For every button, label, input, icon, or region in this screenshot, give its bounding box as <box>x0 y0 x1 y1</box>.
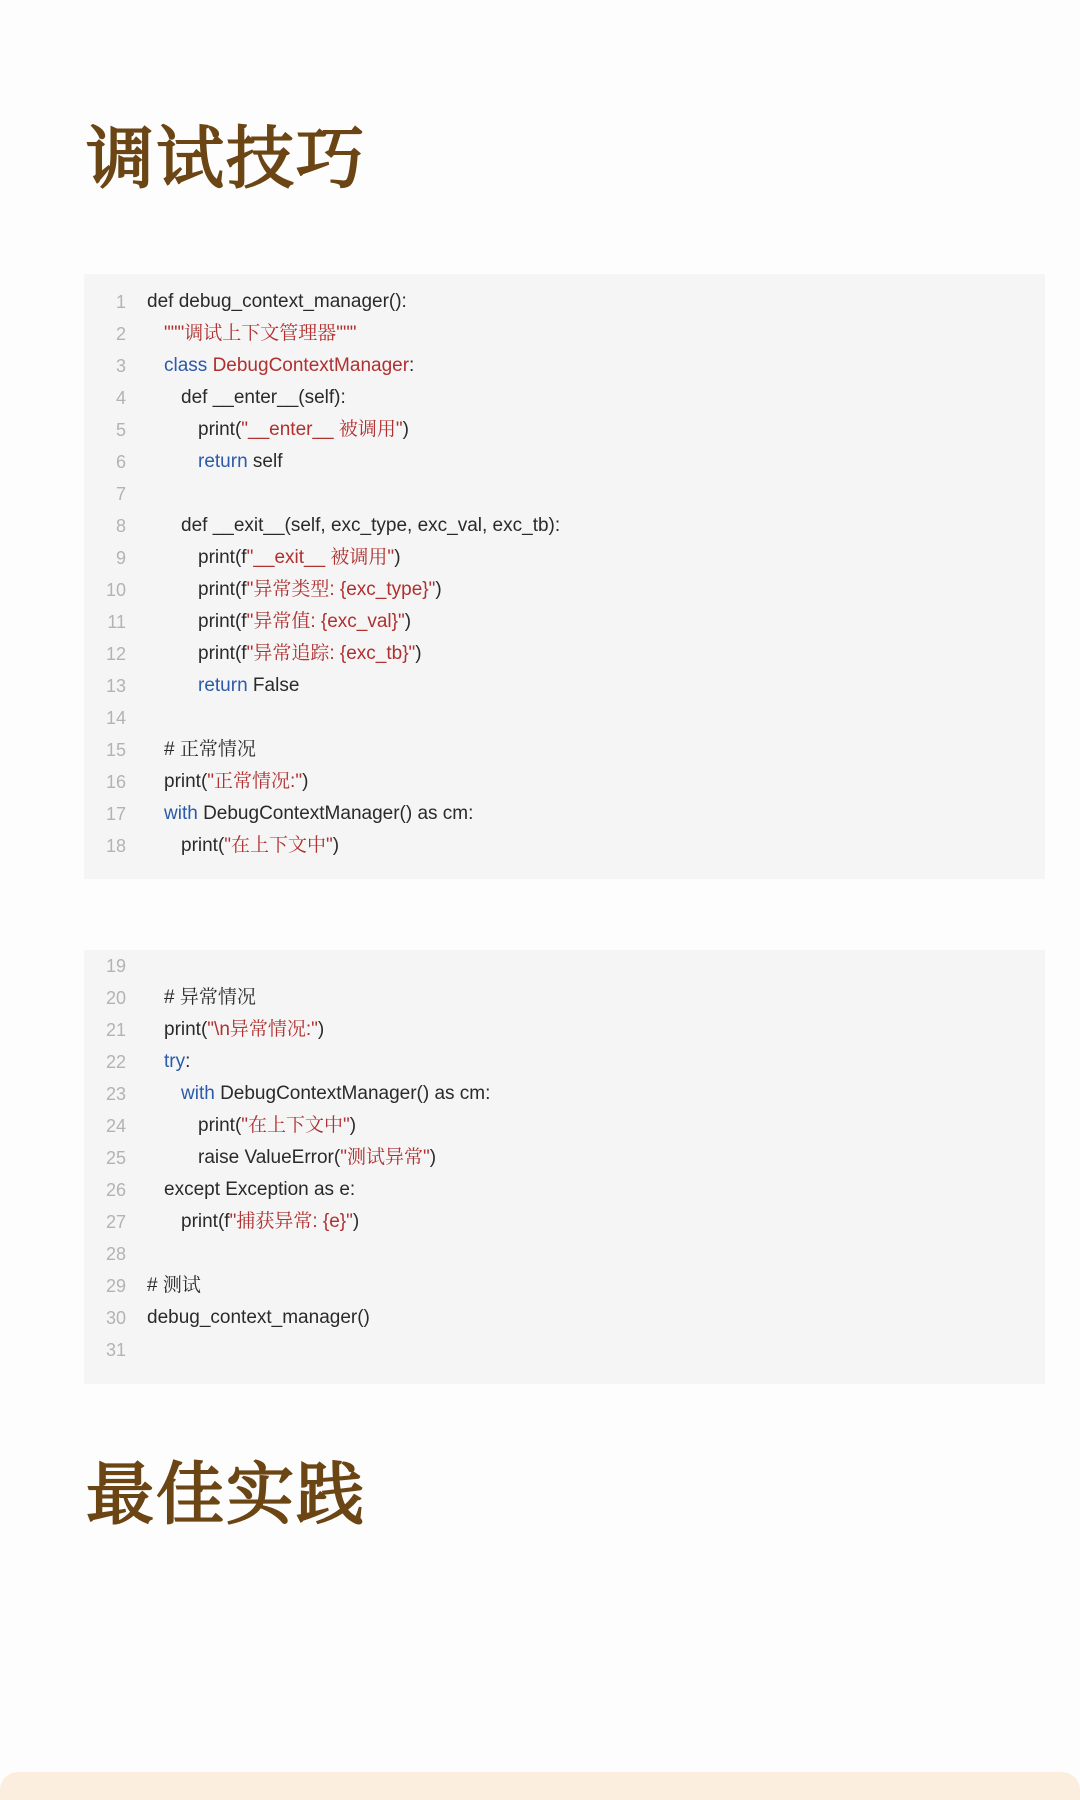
code-token: print(f <box>198 547 247 568</box>
code-text <box>147 286 407 318</box>
code-text <box>164 1014 324 1046</box>
code-text <box>198 574 442 606</box>
code-string: "捕获异常: {e}" <box>229 1211 353 1232</box>
line-number: 20 <box>105 988 126 1008</box>
code-string: "__exit__ 被调用" <box>246 547 395 568</box>
line-number: 4 <box>115 388 126 408</box>
code-token: : <box>185 1051 191 1072</box>
code-class-name: DebugContextManager <box>212 355 410 376</box>
code-line <box>84 542 1045 574</box>
line-number: 1 <box>115 292 126 312</box>
code-line <box>84 670 1045 702</box>
code-string: """调试上下文管理器""" <box>164 323 357 344</box>
code-line <box>84 350 1045 382</box>
code-text <box>198 446 283 478</box>
code-string: "异常类型: {exc_type}" <box>246 579 436 600</box>
line-number: 3 <box>115 356 126 376</box>
code-line <box>84 1302 1045 1334</box>
line-number: 31 <box>105 1340 126 1360</box>
line-number: 5 <box>115 420 126 440</box>
code-token: except Exception as e: <box>164 1179 356 1200</box>
code-token: print( <box>164 1019 208 1040</box>
code-keyword: with <box>181 1083 215 1104</box>
line-number: 15 <box>105 740 126 760</box>
code-line <box>84 574 1045 606</box>
code-line <box>84 606 1045 638</box>
code-keyword: with <box>164 803 198 824</box>
code-line <box>84 382 1045 414</box>
code-text <box>164 734 256 766</box>
code-text <box>181 510 560 542</box>
line-number: 16 <box>105 772 126 792</box>
code-string: "异常值: {exc_val}" <box>246 611 405 632</box>
line-number: 21 <box>105 1020 126 1040</box>
code-line <box>84 1046 1045 1078</box>
line-number: 2 <box>115 324 126 344</box>
code-line <box>84 830 1045 862</box>
code-token: ) <box>402 419 409 440</box>
code-token: ) <box>349 1115 357 1136</box>
code-token: print( <box>164 771 208 792</box>
code-line <box>84 446 1045 478</box>
line-number: 29 <box>105 1276 126 1296</box>
code-text <box>147 1270 201 1302</box>
code-string: "在上下文中" <box>241 1115 350 1136</box>
code-token: ) <box>332 835 340 856</box>
code-line <box>84 1014 1045 1046</box>
line-number: 13 <box>105 676 126 696</box>
line-number: 14 <box>105 708 126 728</box>
code-text <box>198 1110 356 1142</box>
code-string: "正常情况:" <box>207 771 303 792</box>
code-text <box>164 766 308 798</box>
code-line <box>84 1110 1045 1142</box>
code-line <box>84 1270 1045 1302</box>
code-string: "__enter__ 被调用" <box>241 419 403 440</box>
line-number: 22 <box>105 1052 126 1072</box>
code-token: print( <box>198 1115 242 1136</box>
code-token: ) <box>429 1147 437 1168</box>
code-text <box>164 318 356 350</box>
code-text <box>198 638 422 670</box>
code-text <box>181 830 339 862</box>
code-token: print(f <box>198 611 247 632</box>
code-token: print(f <box>198 643 247 664</box>
code-block <box>84 950 1045 1384</box>
code-token: # 异常情况 <box>164 987 256 1008</box>
code-token: ) <box>317 1019 325 1040</box>
line-number: 18 <box>105 836 126 856</box>
code-line <box>84 478 1045 510</box>
line-number: 12 <box>105 644 126 664</box>
code-line <box>84 766 1045 798</box>
code-text <box>198 606 411 638</box>
line-number: 23 <box>105 1084 126 1104</box>
code-token: def __enter__(self): <box>181 387 346 408</box>
code-line <box>84 950 1045 982</box>
code-token: ) <box>352 1211 360 1232</box>
line-number: 10 <box>105 580 126 600</box>
code-text <box>164 1174 355 1206</box>
line-number: 26 <box>105 1180 126 1200</box>
code-string: "在上下文中" <box>224 835 333 856</box>
code-token: self <box>247 451 283 472</box>
code-token: DebugContextManager() as cm: <box>214 1083 491 1104</box>
section-heading-best-practices: 最佳实践 <box>86 1456 367 1535</box>
code-token: print(f <box>198 579 247 600</box>
code-token: raise ValueError( <box>198 1147 341 1168</box>
code-text <box>164 982 256 1014</box>
code-string: "\n异常情况:" <box>207 1019 318 1040</box>
code-line <box>84 318 1045 350</box>
code-token: debug_context_manager() <box>147 1307 370 1328</box>
line-number: 27 <box>105 1212 126 1232</box>
code-line <box>84 1206 1045 1238</box>
code-line <box>84 1238 1045 1270</box>
code-line <box>84 982 1045 1014</box>
line-number: 17 <box>105 804 126 824</box>
code-token: print( <box>181 835 225 856</box>
code-line <box>84 1174 1045 1206</box>
code-token: print(f <box>181 1211 230 1232</box>
code-line <box>84 1334 1045 1366</box>
code-text <box>198 1142 436 1174</box>
code-line <box>84 286 1045 318</box>
code-line <box>84 638 1045 670</box>
line-number: 8 <box>115 516 126 536</box>
code-line <box>84 1078 1045 1110</box>
line-number: 30 <box>105 1308 126 1328</box>
code-string: "异常追踪: {exc_tb}" <box>246 643 416 664</box>
code-text <box>198 414 409 446</box>
code-token: ) <box>404 611 412 632</box>
code-line <box>84 798 1045 830</box>
line-number: 9 <box>115 548 126 568</box>
code-token: False <box>247 675 300 696</box>
line-number: 11 <box>107 612 126 632</box>
code-line <box>84 1142 1045 1174</box>
line-number: 28 <box>105 1244 126 1264</box>
code-text <box>181 382 346 414</box>
line-number: 25 <box>105 1148 126 1168</box>
code-token: ) <box>435 579 442 600</box>
code-token: def __exit__(self, exc_type, exc_val, exc_tb): <box>181 515 561 536</box>
code-line <box>84 414 1045 446</box>
line-number: 7 <box>115 484 126 504</box>
code-token: # 测试 <box>147 1275 201 1296</box>
code-line <box>84 734 1045 766</box>
code-token: ) <box>394 547 401 568</box>
code-block <box>84 274 1045 879</box>
code-keyword: return <box>198 451 248 472</box>
code-token: # 正常情况 <box>164 739 256 760</box>
code-token: : <box>409 355 415 376</box>
code-text <box>164 798 473 830</box>
code-text <box>181 1078 490 1110</box>
code-token: ) <box>415 643 422 664</box>
code-string: "测试异常" <box>340 1147 430 1168</box>
code-text <box>164 1046 190 1078</box>
code-token: ) <box>302 771 309 792</box>
code-keyword: try <box>164 1051 186 1072</box>
bottom-bar <box>0 1772 1080 1800</box>
code-line <box>84 702 1045 734</box>
line-number: 19 <box>105 956 126 976</box>
code-text <box>198 670 299 702</box>
code-token: DebugContextManager() as cm: <box>197 803 474 824</box>
code-line <box>84 510 1045 542</box>
code-token: def debug_context_manager(): <box>147 291 407 312</box>
line-number: 6 <box>115 452 126 472</box>
code-keyword: class <box>164 355 208 376</box>
code-text <box>164 350 414 382</box>
section-heading-debug-tips: 调试技巧 <box>86 120 367 199</box>
code-keyword: return <box>198 675 248 696</box>
code-text <box>147 1302 370 1334</box>
code-text <box>181 1206 359 1238</box>
code-token: print( <box>198 419 242 440</box>
line-number: 24 <box>105 1116 126 1136</box>
code-text <box>198 542 401 574</box>
